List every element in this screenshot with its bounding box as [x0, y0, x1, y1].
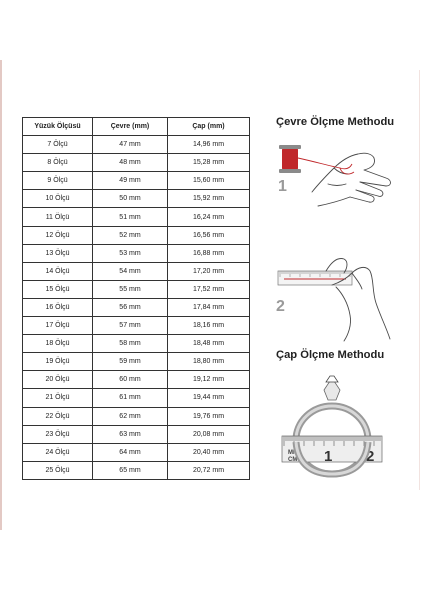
- ruler-mark-1: 1: [324, 448, 333, 465]
- ruler-unit-mm: MM: [288, 450, 298, 456]
- cell-ring-size: 16 Ölçü: [23, 298, 93, 316]
- cell-diameter: 15,92 mm: [168, 190, 250, 208]
- diameter-method-title: Çap Ölçme Methodu: [276, 349, 385, 361]
- table-row: [23, 262, 250, 280]
- cell-circumference: 48 mm: [93, 154, 168, 172]
- table-row: [23, 317, 250, 335]
- cell-ring-size: 19 Ölçü: [23, 353, 93, 371]
- table-row: [23, 298, 250, 316]
- table-row: [23, 154, 250, 172]
- cell-ring-size: 23 Ölçü: [23, 425, 93, 443]
- table-row: [23, 407, 250, 425]
- ruler-unit-cm: CM: [288, 457, 298, 463]
- cell-diameter: 20,40 mm: [168, 443, 250, 461]
- cell-ring-size: 7 Ölçü: [23, 136, 93, 154]
- cell-circumference: 60 mm: [93, 371, 168, 389]
- header-ring-size: Yüzük Ölçüsü: [23, 118, 93, 136]
- page-edge-right: [419, 70, 420, 490]
- circumference-step2-illustration: [276, 243, 394, 343]
- cell-circumference: 65 mm: [93, 461, 168, 479]
- ring-size-table: [22, 117, 250, 480]
- table-row: [23, 226, 250, 244]
- table-header-row: [23, 118, 250, 136]
- thread-spool-icon: [282, 148, 298, 170]
- table-row: [23, 425, 250, 443]
- cell-ring-size: 10 Ölçü: [23, 190, 93, 208]
- diameter-ring-illustration: [278, 370, 386, 482]
- cell-ring-size: 17 Ölçü: [23, 317, 93, 335]
- cell-circumference: 47 mm: [93, 136, 168, 154]
- cell-ring-size: 24 Ölçü: [23, 443, 93, 461]
- cell-diameter: 17,84 mm: [168, 298, 250, 316]
- table-row: [23, 208, 250, 226]
- diamond-icon: [326, 376, 338, 382]
- cell-diameter: 14,96 mm: [168, 136, 250, 154]
- cell-ring-size: 18 Ölçü: [23, 335, 93, 353]
- table-row: [23, 136, 250, 154]
- cell-diameter: 16,88 mm: [168, 244, 250, 262]
- cell-diameter: 18,80 mm: [168, 353, 250, 371]
- cell-circumference: 62 mm: [93, 407, 168, 425]
- cell-circumference: 50 mm: [93, 190, 168, 208]
- cell-circumference: 55 mm: [93, 280, 168, 298]
- table-row: [23, 335, 250, 353]
- ruler-icon: [278, 271, 352, 285]
- cell-ring-size: 8 Ölçü: [23, 154, 93, 172]
- cell-diameter: 18,48 mm: [168, 335, 250, 353]
- page-edge-left: [0, 60, 2, 530]
- cell-diameter: 20,08 mm: [168, 425, 250, 443]
- table-row: [23, 190, 250, 208]
- header-diameter: Çap (mm): [168, 118, 250, 136]
- circumference-method-title: Çevre Ölçme Methodu: [276, 116, 395, 128]
- cell-circumference: 49 mm: [93, 172, 168, 190]
- cell-ring-size: 12 Ölçü: [23, 226, 93, 244]
- cell-circumference: 56 mm: [93, 298, 168, 316]
- table-row: [23, 244, 250, 262]
- cell-circumference: 51 mm: [93, 208, 168, 226]
- cell-circumference: 61 mm: [93, 389, 168, 407]
- cell-ring-size: 22 Ölçü: [23, 407, 93, 425]
- step-1-number: 1: [278, 178, 287, 195]
- cell-diameter: 17,20 mm: [168, 262, 250, 280]
- cell-ring-size: 20 Ölçü: [23, 371, 93, 389]
- cell-diameter: 19,12 mm: [168, 371, 250, 389]
- table-row: [23, 353, 250, 371]
- cell-diameter: 20,72 mm: [168, 461, 250, 479]
- table-row: [23, 371, 250, 389]
- cell-circumference: 54 mm: [93, 262, 168, 280]
- ruler-mark-2: 2: [366, 448, 375, 465]
- cell-diameter: 17,52 mm: [168, 280, 250, 298]
- cell-diameter: 16,24 mm: [168, 208, 250, 226]
- table-row: [23, 443, 250, 461]
- cell-diameter: 15,60 mm: [168, 172, 250, 190]
- cell-ring-size: 14 Ölçü: [23, 262, 93, 280]
- cell-ring-size: 15 Ölçü: [23, 280, 93, 298]
- table-row: [23, 172, 250, 190]
- cell-circumference: 59 mm: [93, 353, 168, 371]
- cell-circumference: 58 mm: [93, 335, 168, 353]
- cell-diameter: 19,44 mm: [168, 389, 250, 407]
- cell-diameter: 19,76 mm: [168, 407, 250, 425]
- cell-circumference: 57 mm: [93, 317, 168, 335]
- cell-circumference: 64 mm: [93, 443, 168, 461]
- step-2-number: 2: [276, 298, 285, 315]
- table-row: [23, 461, 250, 479]
- cell-ring-size: 9 Ölçü: [23, 172, 93, 190]
- cell-ring-size: 25 Ölçü: [23, 461, 93, 479]
- cell-ring-size: 11 Ölçü: [23, 208, 93, 226]
- cell-circumference: 53 mm: [93, 244, 168, 262]
- table-row: [23, 389, 250, 407]
- circumference-step1-illustration: [268, 134, 396, 214]
- cell-ring-size: 13 Ölçü: [23, 244, 93, 262]
- cell-diameter: 16,56 mm: [168, 226, 250, 244]
- cell-ring-size: 21 Ölçü: [23, 389, 93, 407]
- cell-diameter: 18,16 mm: [168, 317, 250, 335]
- cell-diameter: 15,28 mm: [168, 154, 250, 172]
- cell-circumference: 52 mm: [93, 226, 168, 244]
- cell-circumference: 63 mm: [93, 425, 168, 443]
- header-circumference: Çevre (mm): [93, 118, 168, 136]
- table-row: [23, 280, 250, 298]
